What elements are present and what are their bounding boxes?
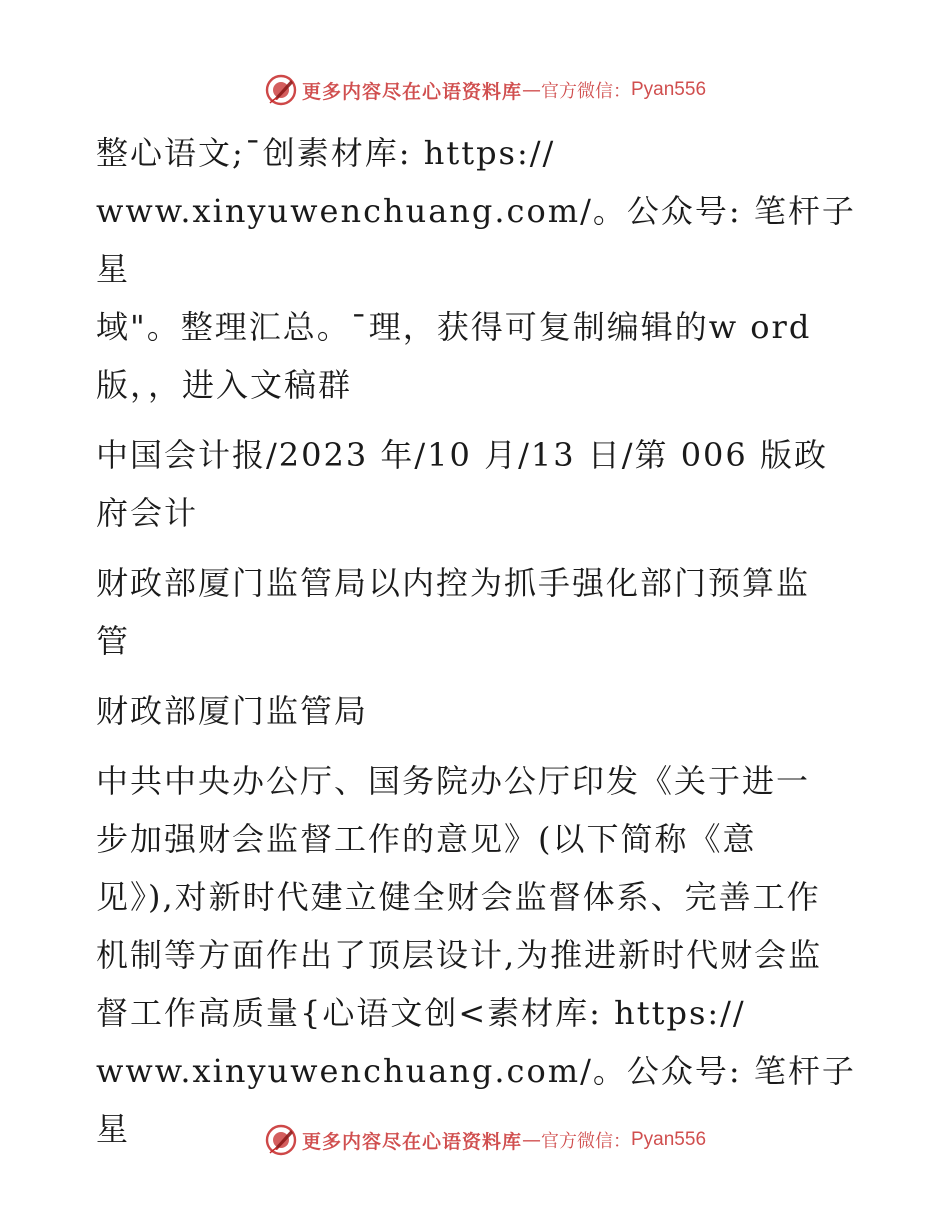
- paragraph-publication-info: 中国会计报/2023 年/10 月/13 日/第 006 版政 府会计: [96, 436, 828, 532]
- paragraph-article-title: 财政部厦门监管局以内控为抓手强化部门预算监 管: [96, 564, 811, 660]
- quill-seal-icon: [264, 1123, 298, 1157]
- watermark-official-label: 官方微信：: [541, 1131, 631, 1152]
- paragraph-body: 中共中央办公厅、国务院办公厅印发《关于进一 步加强财会监督工作的意见》(以下简称《意 见》),对新时代建立健全财会监督体系、完善工作 机制等方面作出了顶层设计,为推进新时代财会监 督工作高质量{心语文创<素材库: https:// www.xinyuwenchuang.com/。公众号: 笔杆子星: [96, 762, 856, 1148]
- watermark-group: [264, 1123, 706, 1157]
- watermark-separator: —: [522, 1129, 541, 1151]
- paragraph-author: 财政部厦门监管局: [96, 692, 369, 730]
- watermark-separator: —: [522, 79, 541, 101]
- header-watermark-banner: [0, 70, 950, 110]
- watermark-wechat-id: Pyan556: [631, 1129, 707, 1150]
- document-body: [96, 124, 866, 1170]
- watermark-promo-text: 更多内容尽在心语资料库: [301, 1130, 522, 1153]
- paragraph-source-note: 整心语文;¯创素材库: https:// www.xinyuwenchuang.com/。公众号: 笔杆子星 域"。整理汇总。¯理，获得可复制编辑的w ord 版，，进入文稿群: [96, 134, 856, 404]
- footer-watermark-banner: [0, 1120, 950, 1160]
- watermark-group: [264, 73, 706, 107]
- watermark-promo-text: 更多内容尽在心语资料库: [301, 80, 522, 103]
- watermark-wechat-id: Pyan556: [631, 79, 707, 100]
- watermark-official-label: 官方微信：: [541, 81, 631, 102]
- quill-seal-icon: [264, 73, 298, 107]
